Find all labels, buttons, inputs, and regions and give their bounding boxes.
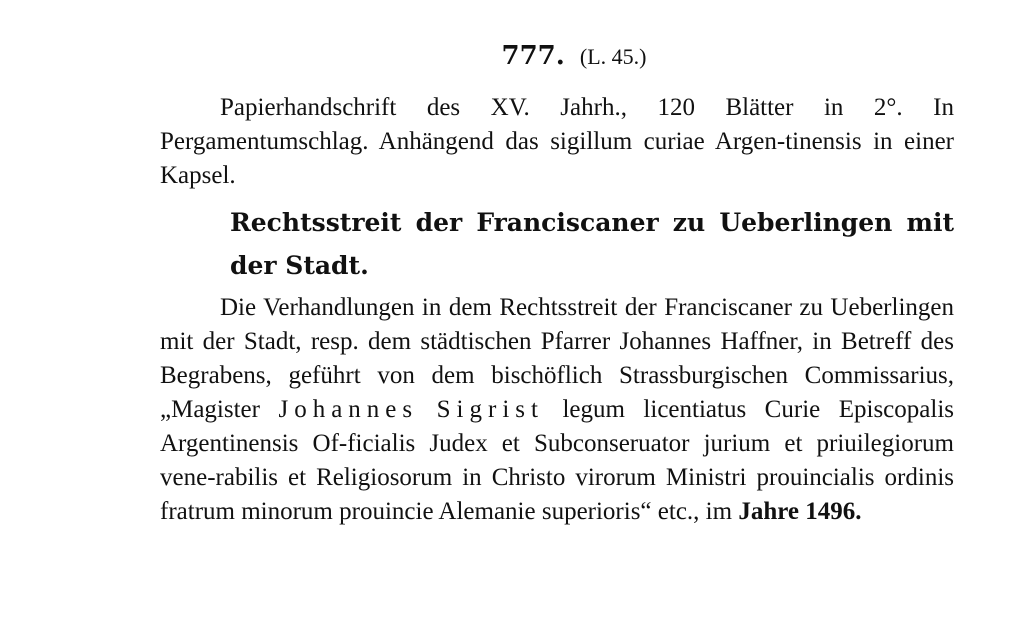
document-page	[160, 38, 954, 529]
entry-signature: (L. 45.)	[579, 44, 647, 69]
entry-title: Rechtsstreit der Franciscaner zu Ueberlingen mit der Stadt.	[230, 208, 954, 280]
body-text-part-1: Die Verhandlungen in dem Rechtsstreit der Franciscaner zu Ueberlingen mit der Stadt, resp. dem städtischen Pfarrer Johannes Haffner, in Betreff des Begrabens, geführt von dem bischöflich Strassburgischen Commissarius, „Magister	[160, 294, 954, 423]
name-sigrist: Sigrist	[436, 396, 544, 423]
name-johannes: Johannes	[278, 396, 419, 423]
manuscript-description: Papierhandschrift des XV. Jahrh., 120 Blätter in 2°. In Pergamentumschlag. Anhängend das sigillum curiae Argen-tinensis in einer Kapsel.	[160, 94, 954, 189]
entry-heading	[160, 38, 954, 77]
entry-body	[160, 291, 954, 529]
name-space	[418, 396, 437, 423]
entry-number: 777.	[501, 41, 565, 71]
body-text-part-2: legum licentiatus Curie Episcopalis Argentinensis Of-ficialis Judex et Subconseruator jurium et priuilegiorum vene-rabilis et Religiosorum in Christo virorum Ministri prouincialis ordinis fratrum minorum prouincie Alemanie superioris“ etc., im	[160, 396, 954, 525]
year-statement: Jahre 1496.	[738, 498, 862, 525]
